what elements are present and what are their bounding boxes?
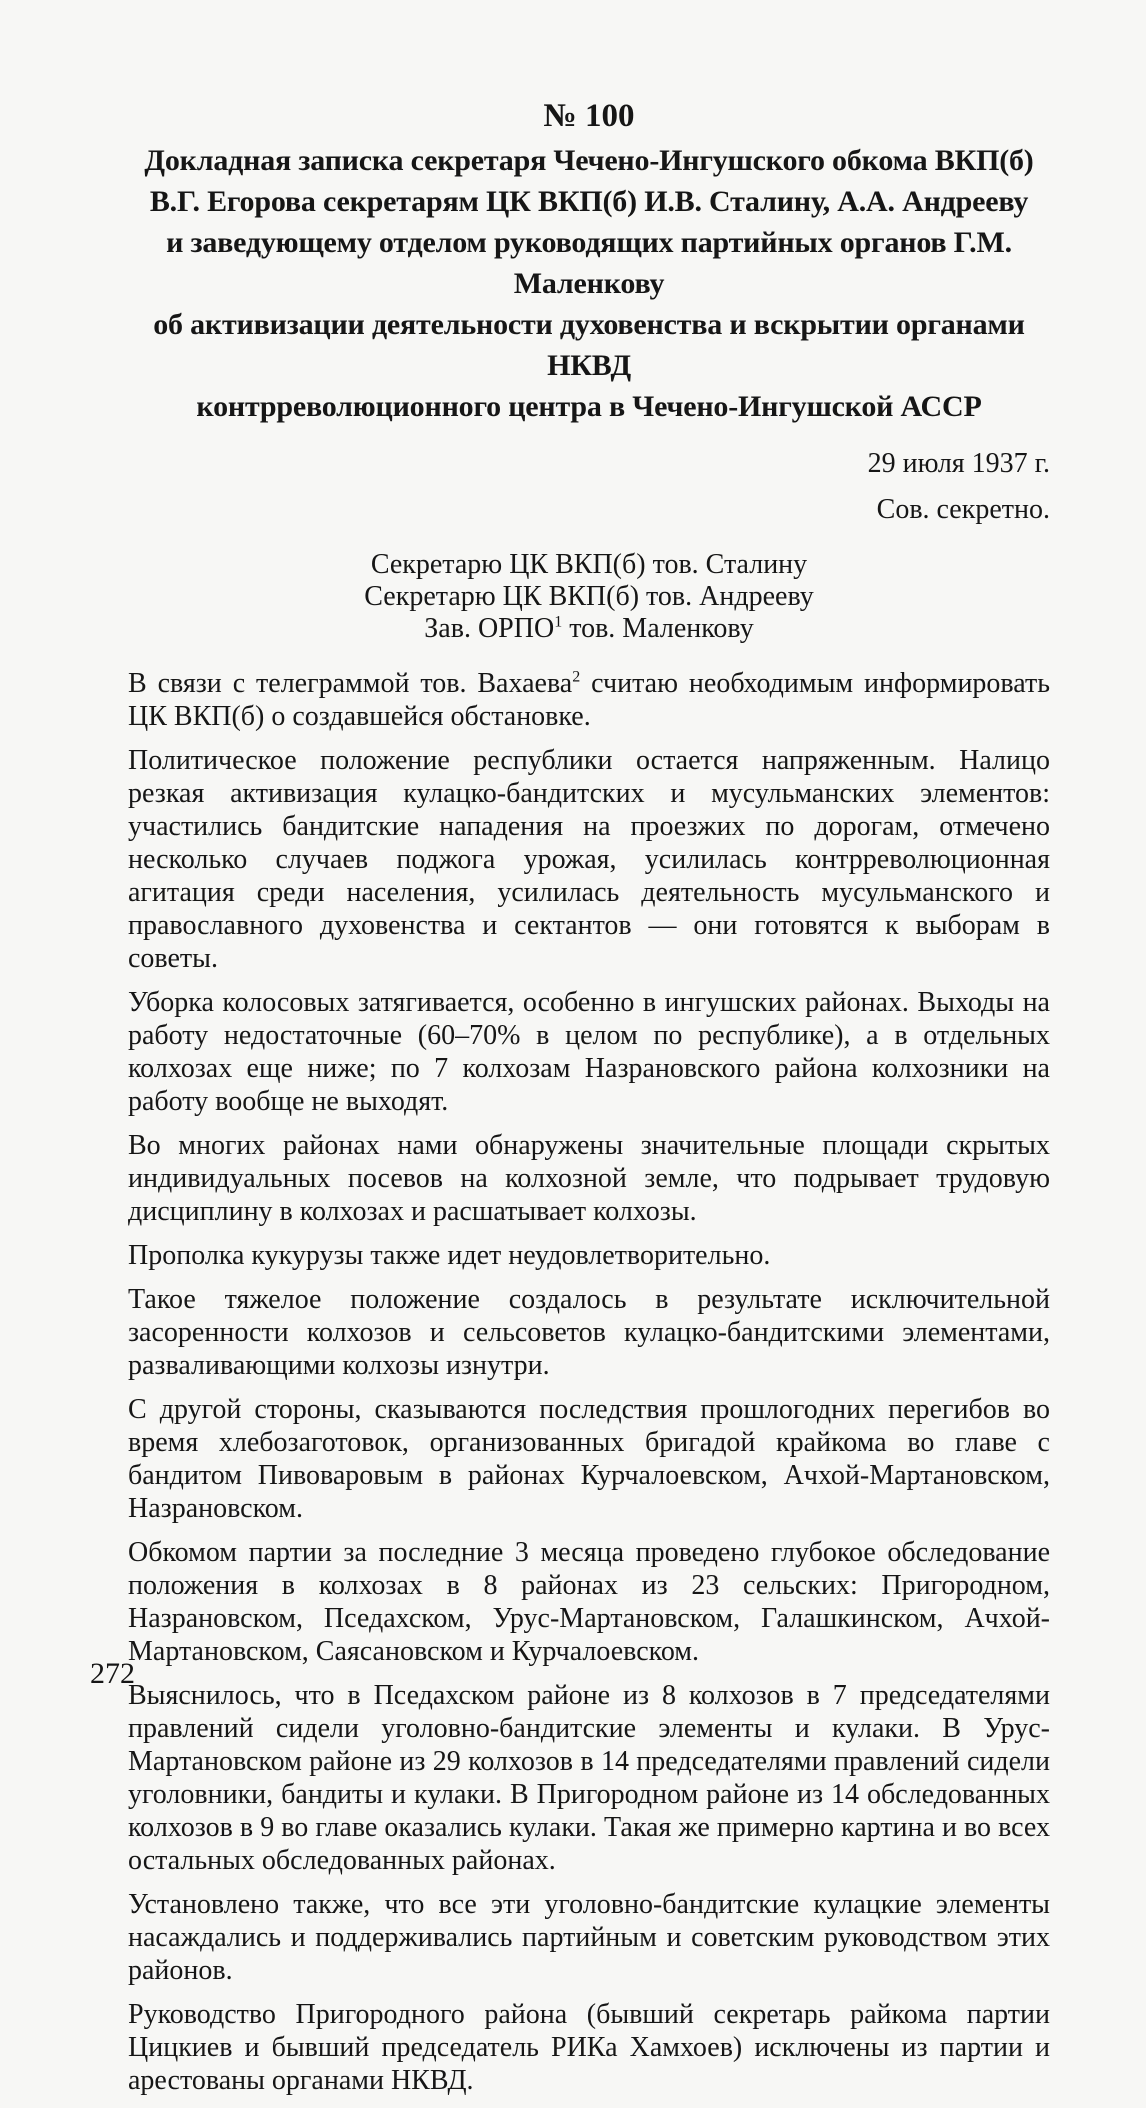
title-line: Докладная записка секретаря Чечено-Ингушского обкома ВКП(б)	[144, 144, 1034, 177]
body-paragraph: Такое тяжелое положение создалось в результате исключительной засоренности колхозов и сельсоветов кулацко-бандитскими элементами, разваливающими колхозы изнутри.	[128, 1284, 1050, 1381]
intro-text: считаю необходимым информировать ЦК ВКП(б) о создавшейся обстановке.	[128, 668, 1050, 732]
body-paragraph: Прополка кукурузы также идет неудовлетворительно.	[128, 1240, 771, 1271]
footnote-ref: 1	[554, 613, 563, 631]
body-paragraph: Обкомом партии за последние 3 месяца проведено глубокое обследование положения в колхозах в 8 районах из 23 сельских: Пригородном, Назрановском, Пседахском, Урус-Мартановском, Галашкинском, Ачхой-Мартановском, Саясановском и Курчалоевском.	[128, 1537, 1050, 1667]
secrecy-stamp: Сов. секретно.	[876, 494, 1050, 525]
document-date: 29 июля 1937 г.	[867, 448, 1050, 479]
title-line: контрреволюционного центра в Чечено-Ингушской АССР	[196, 390, 982, 423]
intro-paragraph	[128, 667, 1050, 733]
intro-text: В связи с телеграммой тов. Вахаева	[128, 668, 573, 699]
document-title	[128, 140, 1050, 427]
body-paragraph: Выяснилось, что в Пседахском районе из 8 колхозов в 7 председателями правлений сидели уголовно-бандитские элементы и кулаки. В Урус-Мартановском районе из 29 колхозов в 14 председателями правлений сидели уголовники, бандиты и кулаки. В Пригородном районе из 14 обследованных колхозов в 9 во главе оказались кулаки. Такая же примерно картина и во всех остальных обследованных районах.	[128, 1680, 1050, 1876]
addressee-block	[128, 549, 1050, 645]
body-paragraph: Уборка колосовых затягивается, особенно в ингушских районах. Выходы на работу недостаточные (60–70% в целом по республике), а в отдельных колхозах еще ниже; по 7 колхозам Назрановского района колхозники на работу вообще не выходят.	[128, 987, 1050, 1117]
addressee-line: Секретарю ЦК ВКП(б) тов. Сталину	[370, 549, 808, 580]
footnote-ref: 2	[572, 668, 581, 686]
addressee-line	[128, 613, 1050, 645]
body-paragraph: Установлено также, что все эти уголовно-бандитские кулацкие элементы насаждались и поддерживались партийным и советским руководством этих районов.	[128, 1889, 1050, 1986]
addressee-line: Секретарю ЦК ВКП(б) тов. Андрееву	[364, 581, 814, 612]
document-number: № 100	[543, 98, 635, 134]
document-page	[128, 96, 1050, 2108]
body-paragraph: С другой стороны, сказываются последствия прошлогодних перегибов во время хлебозаготовок, организованных бригадой крайкома во главе с бандитом Пивоваровым в районах Курчалоевском, Ачхой-Мартановском, Назрановском.	[128, 1394, 1050, 1524]
addressee-text: тов. Маленкову	[562, 613, 754, 644]
body-paragraph: Руководство Пригородного района (бывший секретарь райкома партии Цицкиев и бывший председатель РИКа Хамхоев) исключены из партии и арестованы органами НКВД.	[128, 1999, 1050, 2096]
title-line: и заведующему отделом руководящих партийных органов Г.М. Маленкову	[166, 226, 1012, 300]
title-line: В.Г. Егорова секретарям ЦК ВКП(б) И.В. Сталину, А.А. Андрееву	[149, 185, 1029, 218]
body-paragraph: Во многих районах нами обнаружены значительные площади скрытых индивидуальных посевов на колхозной земле, что подрывает трудовую дисциплину в колхозах и расшатывает колхозы.	[128, 1130, 1050, 1227]
addressee-text: Зав. ОРПО	[424, 613, 555, 644]
page-number: 272	[90, 1657, 135, 1690]
body-paragraph: Политическое положение республики остается напряженным. Налицо резкая активизация кулацко-бандитских и мусульманских элементов: участились бандитские нападения на проезжих по дорогам, отмечено несколько случаев поджога урожая, усилилась контрреволюционная агитация среди населения, усилилась деятельность мусульманского и православного духовенства и сектантов — они готовятся к выборам в советы.	[128, 745, 1050, 974]
title-line: об активизации деятельности духовенства и вскрытии органами НКВД	[153, 308, 1025, 382]
